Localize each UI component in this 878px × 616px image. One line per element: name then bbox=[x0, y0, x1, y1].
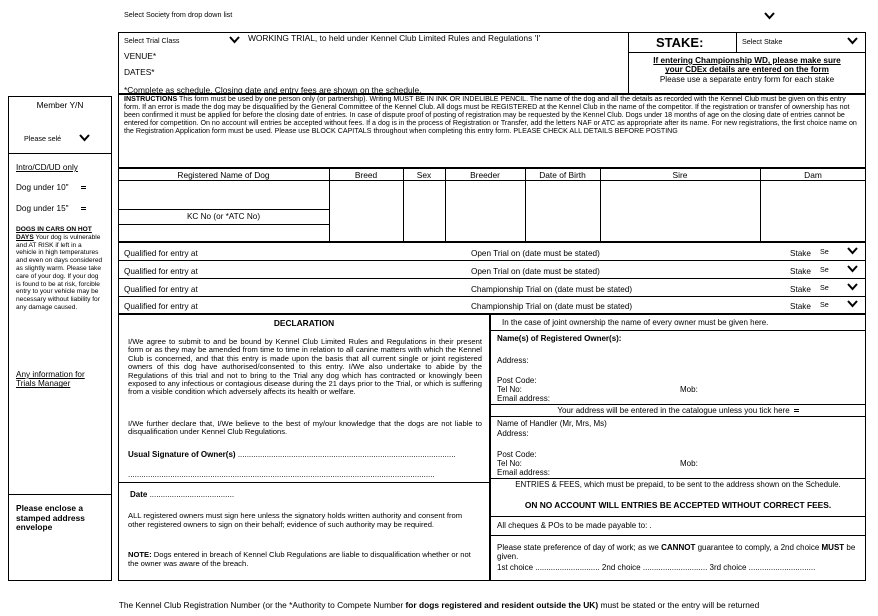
signature-field[interactable]: .................................................................................................. bbox=[237, 450, 456, 459]
stake-label: STAKE: bbox=[656, 35, 704, 50]
stake-row-label: Stake bbox=[790, 249, 811, 258]
declaration-para-2: I/We further declare that, I/We believe to the best of my/our knowledge that the dogs are not liable to disqualification under Kennel Club Regulations. bbox=[128, 419, 482, 437]
owner-address-label: Address: bbox=[497, 356, 529, 365]
trial-class-select[interactable] bbox=[124, 34, 240, 48]
note-text: Dogs entered in breach of Kennel Club Regulations are liable to disqualification whether or not the owner was aware of the breach. bbox=[128, 550, 471, 568]
catalogue-row bbox=[490, 406, 866, 415]
handler-name-label: Name of Handler (Mr, Mrs, Ms) bbox=[497, 419, 607, 428]
society-select[interactable] bbox=[118, 6, 788, 26]
handler-postcode-label: Post Code: bbox=[497, 450, 537, 459]
chevron-down-icon[interactable] bbox=[79, 134, 90, 144]
owner-tel-label: Tel No: bbox=[497, 385, 522, 394]
chevron-down-icon[interactable] bbox=[847, 37, 858, 47]
owner-email-label: Email address: bbox=[497, 394, 550, 403]
hot-days-text: Your dog is vulnerable and AT RISK if left in a vehicle in high temperatures and even on days considered as slightly warm. Please take care of your dog. If your dog is found to be at risk, forcible entry to your vehicle may be necessary without liability for any damage caused. bbox=[16, 233, 103, 311]
trial-class-label: Select Trial Class bbox=[124, 35, 180, 45]
signature-label: Usual Signature of Owner(s) bbox=[128, 450, 236, 459]
declaration-title: DECLARATION bbox=[273, 318, 335, 328]
stake-row-select-label: Se bbox=[820, 299, 829, 309]
stake-row-select-label: Se bbox=[820, 264, 829, 274]
hot-days-title: DOGS IN CARS ON HOT DAYS bbox=[16, 226, 92, 241]
disqualification-note bbox=[128, 551, 478, 568]
member-select[interactable] bbox=[24, 133, 90, 145]
no-fees-warning: ON NO ACCOUNT WILL ENTRIES BE ACCEPTED WITHOUT CORRECT FEES. bbox=[524, 500, 832, 510]
dog-under-10-checkbox[interactable] bbox=[81, 186, 86, 189]
owner-postcode-label: Post Code: bbox=[497, 376, 537, 385]
info-link: Any information for Trials Manager bbox=[16, 370, 85, 389]
kc-no-label: KC No (or *ATC No) bbox=[186, 212, 261, 221]
instructions-title: INSTRUCTIONS bbox=[124, 95, 178, 103]
footer-part-1: The Kennel Club Registration Number (or the *Authority to Compete Number bbox=[118, 600, 404, 610]
owner-name-label: Name(s) of Registered Owner(s): bbox=[497, 334, 622, 343]
pref-text-3: be given. bbox=[497, 543, 856, 561]
col-dob: Date of Birth bbox=[539, 170, 586, 180]
stake-select-label: Select Stake bbox=[742, 36, 783, 46]
pref-must: MUST bbox=[821, 543, 845, 552]
signature-field-2[interactable]: .......................................................................................................................................... bbox=[128, 470, 435, 479]
pref-text-2: guarantee to comply, a 2nd choice bbox=[697, 543, 820, 552]
qualified-label: Qualified for entry at bbox=[124, 302, 198, 311]
note-label: NOTE: bbox=[128, 550, 152, 559]
trial-date-label: Championship Trial on (date must be stated) bbox=[471, 285, 633, 294]
stake-row-select-label: Se bbox=[820, 282, 829, 292]
chevron-down-icon[interactable] bbox=[847, 265, 858, 275]
venue-label: VENUE* bbox=[124, 51, 157, 61]
form-title: WORKING TRIAL, to held under Kennel Club Limited Rules and Regulations 'I' bbox=[248, 33, 541, 43]
fees-note: ENTRIES & FEES, which must be prepaid, to be sent to the address shown on the Schedule. bbox=[515, 480, 841, 489]
handler-address-label: Address: bbox=[497, 429, 529, 438]
trial-date-label: Open Trial on (date must be stated) bbox=[471, 267, 600, 276]
chevron-down-icon[interactable] bbox=[229, 36, 240, 46]
date-label: Date bbox=[130, 490, 148, 499]
stake-row-label: Stake bbox=[790, 267, 811, 276]
stake-row-select[interactable] bbox=[820, 246, 858, 258]
footer-part-2: for dogs registered and resident outside the UK) bbox=[405, 600, 599, 610]
owner-box bbox=[490, 314, 866, 581]
dog-under-10-label: Dog under 10" bbox=[16, 183, 69, 192]
owners-sign-note: ALL registered owners must sign here unless the signatory holds written authority and consent from other registered owners to sign on their behalf; evidence of such authority may be required. bbox=[128, 511, 463, 529]
schedule-note: *Complete as schedule. Closing date and entry fees are shown on the schedule. bbox=[124, 85, 422, 95]
chevron-down-icon[interactable] bbox=[847, 283, 858, 293]
qualified-label: Qualified for entry at bbox=[124, 285, 198, 294]
dog-under-15-label: Dog under 15" bbox=[16, 204, 69, 213]
catalogue-note: Your address will be entered in the catalogue unless you tick here bbox=[557, 406, 790, 415]
col-breeder: Breeder bbox=[470, 170, 500, 180]
separate-form-note: Please use a separate entry form for each stake bbox=[659, 74, 835, 84]
hot-days-warning bbox=[16, 226, 104, 312]
chevron-down-icon[interactable] bbox=[847, 247, 858, 257]
dates-label: DATES* bbox=[124, 67, 155, 77]
col-registered-name: Registered Name of Dog bbox=[177, 170, 270, 180]
instructions-block bbox=[124, 96, 862, 136]
stake-row-label: Stake bbox=[790, 302, 811, 311]
handler-mob-label: Mob: bbox=[680, 459, 698, 468]
handler-email-label: Email address: bbox=[497, 468, 550, 477]
stake-row-select[interactable] bbox=[820, 264, 858, 276]
dog-under-15-checkbox[interactable] bbox=[81, 207, 86, 210]
stake-select[interactable] bbox=[742, 35, 858, 49]
trial-date-label: Championship Trial on (date must be stated) bbox=[471, 302, 633, 311]
col-breed: Breed bbox=[354, 170, 378, 180]
stake-row-select[interactable] bbox=[820, 282, 858, 294]
joint-ownership-note: In the case of joint ownership the name of every owner must be given here. bbox=[502, 318, 769, 327]
stake-row-select[interactable] bbox=[820, 299, 858, 311]
member-select-label: Please selé bbox=[24, 133, 62, 143]
col-sex: Sex bbox=[416, 170, 432, 180]
cdex-note-1: If entering Championship WD, please make sure bbox=[653, 56, 841, 65]
member-label: Member Y/N bbox=[36, 100, 84, 110]
pref-text-1: Please state preference of day of work; as we bbox=[497, 543, 659, 552]
owner-mob-label: Mob: bbox=[680, 385, 698, 394]
date-field[interactable]: ...................................... bbox=[149, 490, 235, 499]
pref-cannot: CANNOT bbox=[661, 543, 696, 552]
intro-label: Intro/CD/UD only bbox=[16, 163, 78, 172]
chevron-down-icon[interactable] bbox=[764, 12, 775, 20]
day-preference bbox=[497, 543, 861, 561]
qualified-label: Qualified for entry at bbox=[124, 267, 198, 276]
footer-part-3: must be stated or the entry will be returned bbox=[600, 600, 760, 610]
chevron-down-icon[interactable] bbox=[847, 300, 858, 310]
col-sire: Sire bbox=[672, 170, 688, 180]
envelope-note: Please enclose a stamped address envelope bbox=[16, 503, 85, 533]
day-choices[interactable]: 1st choice ............................. 2nd choice ............................. 3rd choice .............................. bbox=[497, 563, 816, 572]
instructions-text: This form must be used by one person only (or partnership). Writing MUST BE IN INK OR INDELIBLE PENCIL. The name of the dog and all the details as recorded with the Kennel Club must be given on this entry form. If an error is made the dog may be disqualified by the General Committee of the Kennel Club. All dogs must be REGISTERED at the Kennel Club in the name of the competitor. If the registration or transfer of ownership has not been confirmed it must be applied for before the closing date of entries. In case of dispute proof of posting of registration may be requested by the Kennel Club. Dogs under 18 months of age on the closing date of entries cannot be entered for competition. On no account will entries be accepted without fees. If a dog is in the process of Registration or Transfer, add the letters NAF or ATC as appropriate after its name. For new registrations, the first choice name on the Registration Application form must be used. Please use BLOCK CAPITALS throughout when completing this entry form. PLEASE CHECK ALL DETAILS BEFORE POSTING bbox=[124, 95, 857, 135]
trial-date-label: Open Trial on (date must be stated) bbox=[471, 249, 600, 258]
stake-row-label: Stake bbox=[790, 285, 811, 294]
cdex-note-2: your CDEx details are entered on the form bbox=[665, 65, 829, 75]
declaration-para-1: I/We agree to submit to and be bound by Kennel Club Limited Rules and Regulations in their present form or as they may be amended from time to time in relation to all canine matters with which the Kennel Club is concerned, and that this entry is made upon the basis that all current single or joint registered owners of this dog have authorised/consented to this entry. I/We also undertake to abide by the Regulations of this trial and not to bring to the Trial any dog which has contracted or knowingly been exposed to any infectious or contagious disease during the 21 days prior to the Trial, or which is suffering from a visible condition which adversely affects its health or welfare. bbox=[128, 337, 482, 397]
stake-row-select-label: Se bbox=[820, 246, 829, 256]
handler-tel-label: Tel No: bbox=[497, 459, 522, 468]
footer-note bbox=[0, 600, 878, 610]
qualified-label: Qualified for entry at bbox=[124, 249, 198, 258]
society-select-label: Select Society from drop down list bbox=[124, 10, 233, 19]
catalogue-checkbox[interactable] bbox=[794, 409, 799, 412]
col-dam: Dam bbox=[804, 170, 822, 180]
cheques-payable: All cheques & POs to be made payable to: . bbox=[497, 521, 652, 530]
